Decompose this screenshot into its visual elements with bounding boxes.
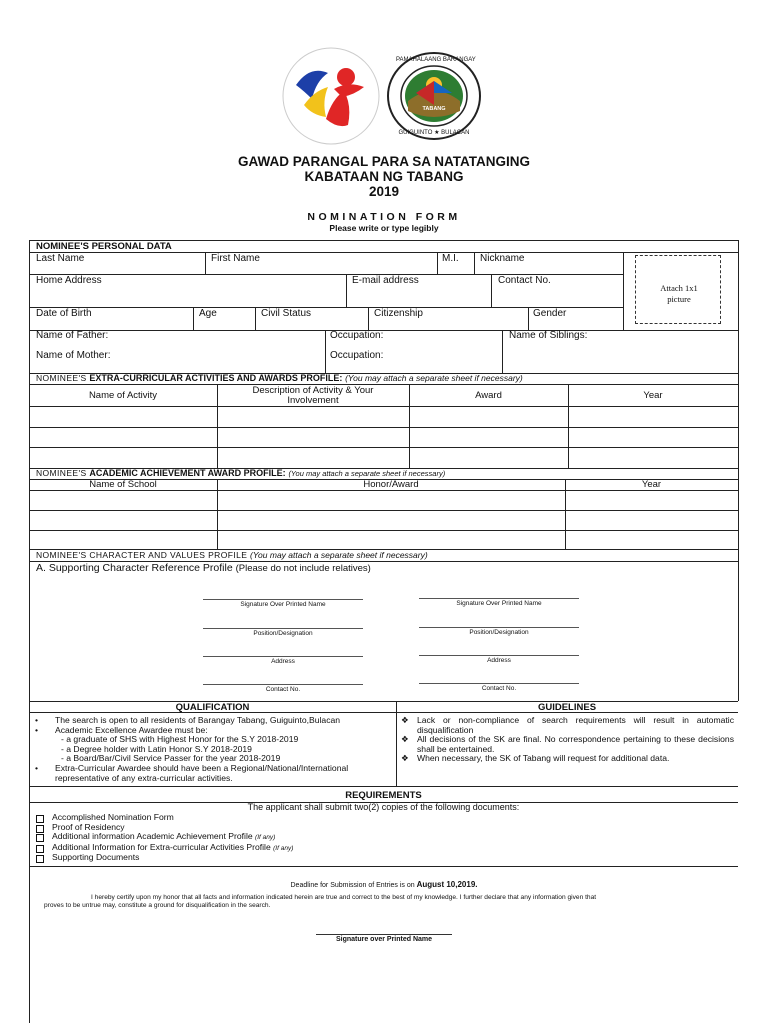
form-instruction: Please write or type legibly [329,223,439,233]
col-activity-description: Description of Activity & Your Involvement [252,385,374,406]
checkbox[interactable] [36,855,44,863]
qualification-item: • Extra-Curricular Awardee should have been a Regional/National/International representative of any extra-curricular activities. [35,762,349,783]
requirement-text: Additional information Academic Achievement Profile [52,831,253,842]
ref1-contact-line [203,684,363,685]
title-line-2: KABATAAN NG TABANG [304,169,464,184]
character-heading-note: (You may attach a separate sheet if necessary) [250,550,428,560]
ref2-sig-line [419,598,579,599]
ref1-addr-line [203,656,363,657]
qualification-item-text: Academic Excellence Awardee must be: [55,724,208,735]
if-any-note: (If any) [255,834,276,842]
ref2-pos-label: Position/Designation [469,629,529,636]
certify-line-2: proves to be untrue may, constitute a ground for disqualification in the search. [44,902,271,909]
ref2-addr-label: Address [487,657,511,664]
character-subheading-text: A. Supporting Character Reference Profile [36,562,233,574]
occupation-father-label: Occupation: [330,330,384,341]
email-label: E-mail address [352,275,419,286]
ref2-addr-line [419,655,579,656]
age-label: Age [199,308,217,319]
ref2-contact-line [419,683,579,684]
requirements-intro: The applicant shall submit two(2) copies of the following documents: [247,802,520,812]
ref1-pos-label: Position/Designation [253,630,313,637]
qualification-item: • Academic Excellence Awardee must be: [35,724,208,735]
contact-label: Contact No. [498,275,551,286]
guideline-item-text: When necessary, the SK of Tabang will request for additional data. [417,753,670,764]
col-activity-name: Name of Activity [88,390,158,401]
academic-heading-note: (You may attach a separate sheet if necessary) [288,469,446,478]
academic-heading [36,469,445,478]
extracurricular-heading-bold: EXTRA-CURRICULAR ACTIVITIES AND AWARDS PROFILE: [89,373,343,383]
ref1-sig-line [203,599,363,600]
col-school-name: Name of School [89,479,157,490]
civil-status-label: Civil Status [261,308,312,319]
ref2-pos-line [419,627,579,628]
photo-label: Attach 1x1 picture [660,283,698,304]
ref1-sig-label: Signature Over Printed Name [240,601,326,608]
mi-label: M.I. [442,253,459,264]
requirements-heading: REQUIREMENTS [345,790,422,801]
ref2-contact-label: Contact No. [481,685,517,692]
character-subheading [36,563,371,574]
extracurricular-heading [36,374,523,383]
checkbox[interactable] [36,834,44,842]
character-heading [36,551,428,560]
personal-data-heading: NOMINEE'S PERSONAL DATA [36,241,172,252]
guideline-item-text: Lack or non-compliance of search requirements will result in automatic disqualification [417,715,734,735]
col-honor-award: Honor/Award [363,479,419,490]
requirement-item [34,853,534,863]
form-title: NOMINATION FORM [307,211,461,223]
academic-heading-bold: ACADEMIC ACHIEVEMENT AWARD PROFILE: [89,468,286,478]
gender-label: Gender [533,308,567,319]
certify-line-1: I hereby certify upon my honor that all facts and information indicated herein are true and correct to the best of my knowledge. I further declare that any information given that [91,894,597,901]
qualification-subitem-text: - a Board/Bar/Civil Service Passer for the year 2018-2019 [61,753,281,764]
checkbox[interactable] [36,845,44,853]
requirement-text: Supporting Documents [52,852,140,863]
guideline-item-text: All decisions of the SK are final. No correspondence pertaining to these decisions shall be entertained. [417,734,734,754]
requirements-list [34,813,534,863]
siblings-label: Name of Siblings: [509,330,588,341]
title-line-1: GAWAD PARANGAL PARA SA NATATANGING [238,154,530,169]
citizenship-label: Citizenship [374,308,423,319]
qualification-heading: QUALIFICATION [175,702,250,713]
seal-center-text: TABANG [422,106,446,112]
father-label: Name of Father: [36,330,109,341]
deadline-note [0,881,768,889]
col-activity-award: Award [475,390,502,401]
if-any-note: (If any) [273,844,294,852]
sk-logo [282,47,380,145]
extracurricular-heading-note: (You may attach a separate sheet if necessary) [345,373,523,383]
academic-heading-prefix: NOMINEE'S [36,468,87,478]
guideline-item: ❖ Lack or non-compliance of search requirements will result in automatic disqualification [401,715,734,735]
character-subheading-note: (Please do not include relatives) [235,563,371,574]
qualification-item: • The search is open to all residents of Barangay Tabang, Guiguinto,Bulacan [35,715,341,725]
qualification-list [31,716,391,783]
ref1-addr-label: Address [271,658,295,665]
guideline-item: ❖ All decisions of the SK are final. No correspondence pertaining to these decisions shall be entertained. [401,734,734,754]
seal-top-text: PAMAHALAANG BARANGAY [396,57,476,63]
seal-bottom-text: GUIGUINTO ★ BULACAN [398,130,470,136]
ref1-contact-label: Contact No. [265,686,301,693]
title-line-3: 2019 [368,184,400,199]
guidelines-list [399,716,734,764]
deadline-date: August 10,2019. [416,880,478,889]
col-academic-year: Year [641,479,662,490]
nickname-label: Nickname [480,253,525,264]
guideline-item: ❖ When necessary, the SK of Tabang will request for additional data. [401,753,670,764]
last-name-label: Last Name [36,253,85,264]
ref2-sig-label: Signature Over Printed Name [456,600,542,607]
character-heading-text: NOMINEE'S CHARACTER AND VALUES PROFILE [36,550,248,560]
qualification-item-text: Extra-Curricular Awardee should have been a Regional/National/International representative of any extra-curricular activities. [55,762,349,783]
mother-label: Name of Mother: [36,350,111,361]
qualification-subitem-text: - a Degree holder with Latin Honor S.Y 2018-2019 [61,743,252,754]
signature-line [316,934,452,935]
qualification-item-text: The search is open to all residents of Barangay Tabang, Guiguinto,Bulacan [55,715,341,725]
first-name-label: First Name [211,253,260,264]
col-activity-year: Year [643,390,663,401]
extracurricular-heading-prefix: NOMINEE'S [36,373,87,383]
deadline-text: Deadline for Submission of Entries is on [290,882,415,889]
barangay-seal [386,51,482,141]
ref1-pos-line [203,628,363,629]
home-address-label: Home Address [36,275,102,286]
occupation-mother-label: Occupation: [330,350,384,361]
requirement-text: Proof of Residency [52,821,125,832]
signature-label: Signature over Printed Name [335,936,433,943]
dob-label: Date of Birth [36,308,92,319]
requirement-text: Accomplished Nomination Form [52,812,174,822]
guidelines-heading: GUIDELINES [537,702,597,713]
requirement-text: Additional Information for Extra-curricular Activities Profile [52,841,271,852]
qualification-subitem-text: - a graduate of SHS with Highest Honor for the S.Y 2018-2019 [61,734,299,745]
photo-placeholder[interactable] [635,255,721,324]
